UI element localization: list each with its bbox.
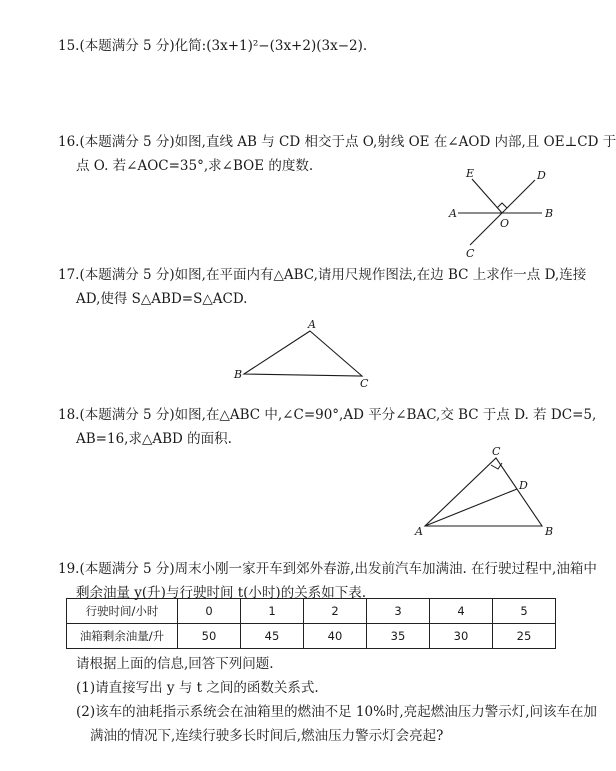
- label-a: A: [415, 525, 423, 538]
- question-15: [58, 34, 558, 58]
- q16-line1: 16.(本题满分 5 分)如图,直线 AB 与 CD 相交于点 O,射线 OE 在∠AOD 内部,且 OE⊥CD 于: [58, 134, 616, 150]
- table-cell: 35: [367, 624, 430, 649]
- q19-part2-line1: (2)该车的油耗指示系统会在油箱里的燃油不足 10%时,亮起燃油压力警示灯,问该车在加: [76, 704, 598, 720]
- table-row: [67, 624, 556, 649]
- q18-line1: 18.(本题满分 5 分)如图,在△ABC 中,∠C=90°,AD 平分∠BAC,交 BC 于点 D. 若 DC=5,: [58, 407, 597, 423]
- table-cell: 50: [178, 624, 241, 649]
- label-a: A: [449, 207, 457, 220]
- table-cell: 2: [304, 599, 367, 624]
- table-cell: 40: [304, 624, 367, 649]
- q17-line2: AD,使得 S△ABD=S△ACD.: [76, 291, 248, 307]
- label-c: C: [360, 377, 369, 390]
- table-cell: 4: [430, 599, 493, 624]
- table-header-cell: 行驶时间/小时: [67, 599, 178, 624]
- q18-figure: [412, 443, 562, 538]
- q18-line2: AB=16,求△ABD 的面积.: [76, 431, 232, 447]
- table-header-cell: 油箱剩余油量/升: [67, 624, 178, 649]
- table-cell: 0: [178, 599, 241, 624]
- question-19-parts: [58, 652, 598, 748]
- triangle-abc: [244, 331, 362, 376]
- q19-line2: 剩余油量 y(升)与行驶时间 t(小时)的关系如下表.: [76, 585, 366, 601]
- table-cell: 45: [241, 624, 304, 649]
- table-cell: 1: [241, 599, 304, 624]
- label-b: B: [234, 368, 243, 381]
- q19-part2-line2: 满油的情况下,连续行驶多长时间后,燃油压力警示灯会亮起?: [90, 728, 444, 744]
- table-cell: 30: [430, 624, 493, 649]
- q19-line1: 19.(本题满分 5 分)周末小刚一家开车到郊外春游,出发前汽车加满油. 在行驶过程中,油箱中: [58, 561, 597, 577]
- q17-figure: [232, 318, 377, 390]
- label-b: B: [545, 525, 554, 538]
- table-cell: 3: [367, 599, 430, 624]
- q19-after: 请根据上面的信息,回答下列问题.: [76, 656, 274, 672]
- label-a: A: [308, 318, 316, 331]
- label-c: C: [466, 247, 475, 260]
- label-b: B: [545, 207, 554, 220]
- label-c: C: [492, 445, 501, 458]
- table-cell: 5: [493, 599, 556, 624]
- label-d: D: [519, 479, 528, 492]
- right-angle-mark: [497, 203, 507, 208]
- q16-figure: [440, 165, 560, 260]
- triangle-abc: [425, 458, 542, 526]
- q19-part1: (1)请直接写出 y 与 t 之间的函数关系式.: [76, 680, 319, 696]
- data-table: [66, 598, 556, 649]
- question-17: [58, 263, 587, 311]
- bisector-ad: [425, 489, 517, 526]
- q17-line1: 17.(本题满分 5 分)如图,在平面内有△ABC,请用尺规作图法,在边 BC 上求作一点 D,连接: [58, 267, 587, 283]
- table-row: [67, 599, 556, 624]
- q16-line2: 点 O. 若∠AOC=35°,求∠BOE 的度数.: [76, 158, 314, 174]
- table-cell: 25: [493, 624, 556, 649]
- q15-text: 15.(本题满分 5 分)化简:(3x+1)²−(3x+2)(3x−2).: [58, 38, 368, 54]
- label-e: E: [466, 167, 475, 180]
- label-d: D: [537, 169, 546, 182]
- label-o: O: [500, 217, 510, 230]
